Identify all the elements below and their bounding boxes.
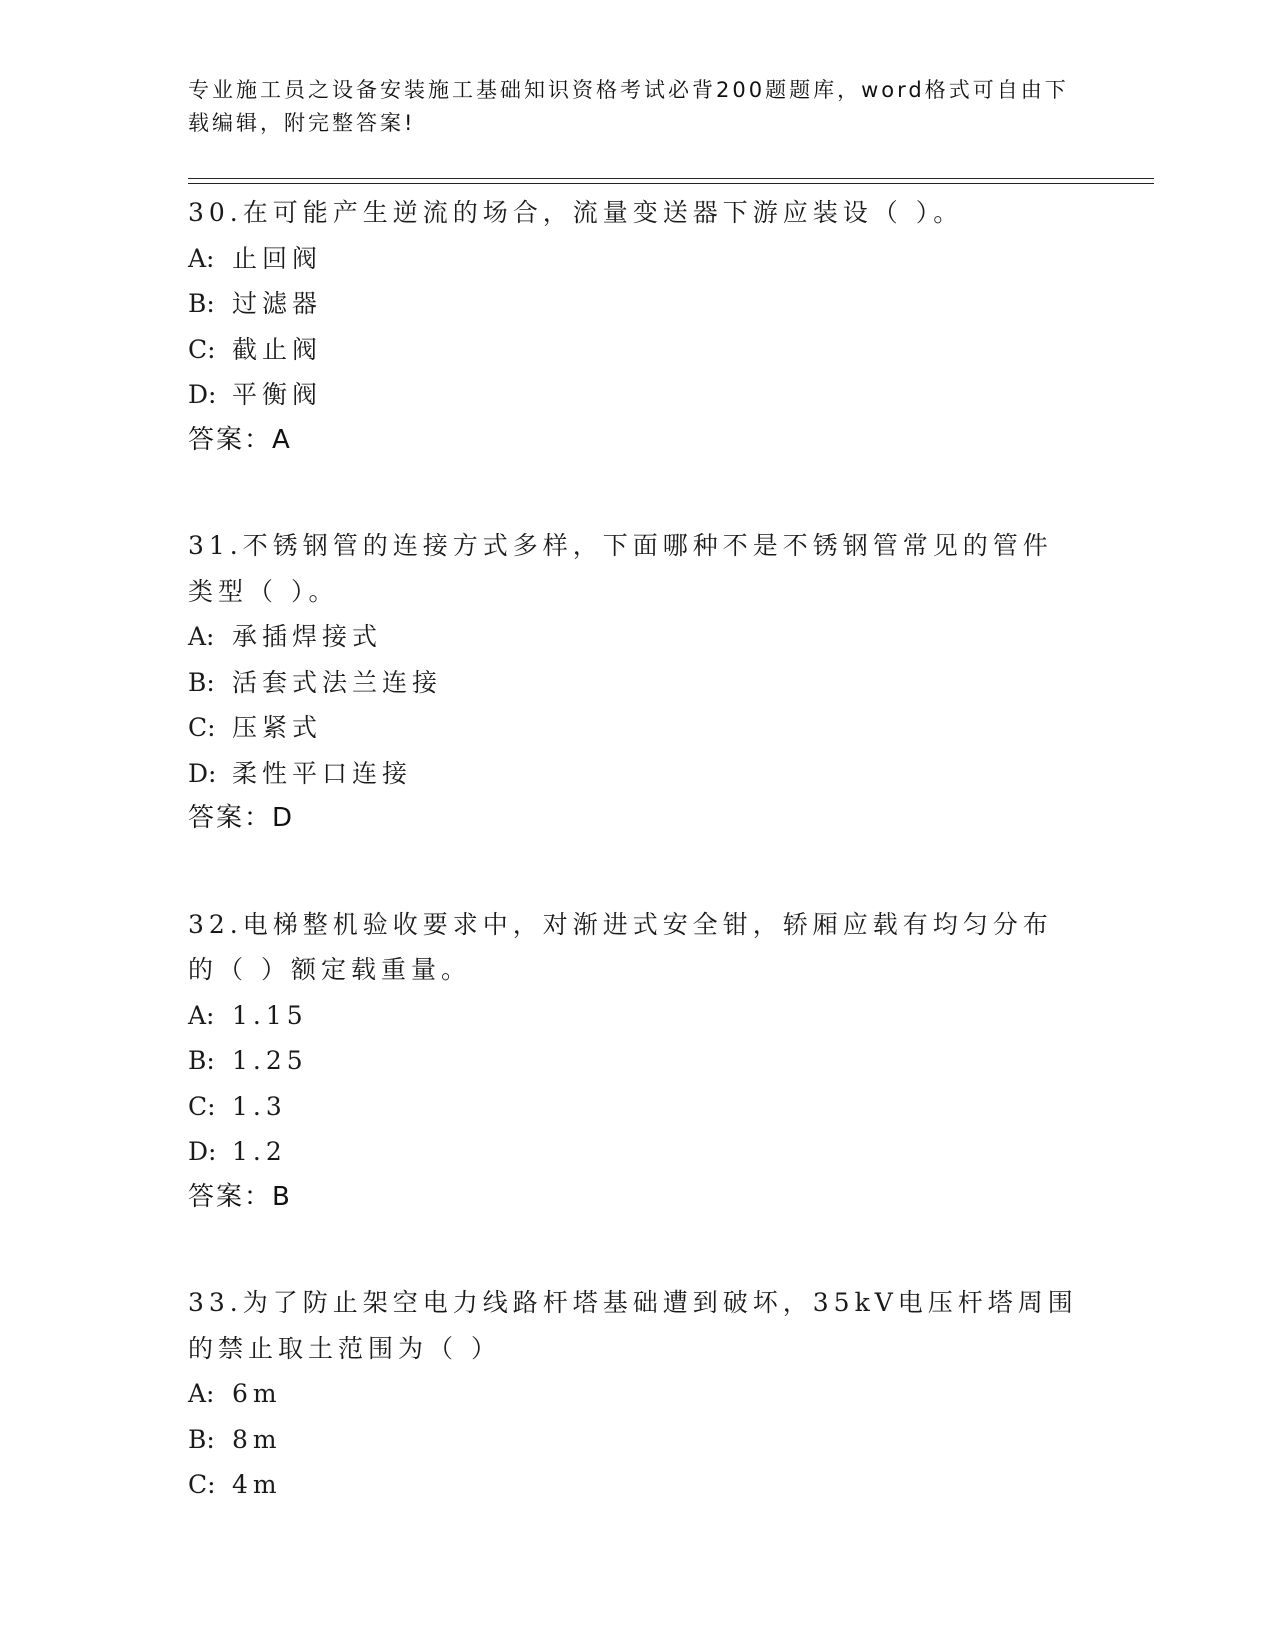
option-label: C:: [188, 1470, 216, 1499]
question-list: [188, 190, 1088, 1568]
option-d: [188, 372, 1088, 418]
option-label: A:: [188, 1000, 215, 1030]
option-text: 1.2: [232, 1137, 287, 1166]
option-text: 1.15: [232, 1000, 308, 1030]
option-text: 活套式法兰连接: [232, 667, 443, 697]
question-31: [188, 523, 1088, 842]
option-text: 柔性平口连接: [232, 758, 413, 788]
answer-line: [188, 796, 1088, 842]
option-a: [188, 614, 1088, 660]
document-header: 专业施工员之设备安装施工基础知识资格考试必背200题题库，word格式可自由下载编辑，附完整答案!: [188, 78, 1069, 135]
option-label: C:: [188, 1091, 216, 1121]
answer-line: [188, 1175, 1088, 1221]
answer-line: [188, 418, 1088, 464]
option-text: 1.3: [232, 1091, 287, 1121]
answer-prefix: 答案：: [188, 1181, 273, 1212]
question-33: [188, 1280, 1088, 1508]
question-text: 31.不锈钢管的连接方式多样，下面哪种不是不锈钢管常见的管件类型（ ）。: [188, 531, 1053, 606]
answer-value: A: [272, 424, 292, 455]
option-label: B:: [188, 1424, 215, 1454]
option-a: [188, 236, 1088, 282]
option-text: 6m: [232, 1379, 282, 1408]
option-b: [188, 660, 1088, 706]
option-label: A:: [188, 243, 215, 273]
option-text: 4m: [232, 1470, 282, 1499]
option-c: [188, 1084, 1088, 1130]
option-label: A:: [188, 1379, 215, 1408]
option-text: 8m: [232, 1424, 282, 1454]
option-label: C:: [188, 713, 216, 742]
option-text: 截止阀: [232, 334, 323, 364]
option-label: D:: [188, 380, 217, 409]
option-label: B:: [188, 1046, 215, 1075]
option-text: 承插焊接式: [232, 622, 383, 651]
question-text: 30.在可能产生逆流的场合，流量变送器下游应装设（ ）。: [188, 198, 964, 227]
option-b: [188, 1038, 1088, 1084]
answer-prefix: 答案：: [188, 424, 273, 455]
option-a: [188, 1371, 1088, 1417]
option-c: [188, 1462, 1088, 1508]
answer-prefix: 答案：: [188, 803, 273, 833]
answer-value: D: [272, 803, 295, 833]
question-30: [188, 190, 1088, 463]
answer-value: B: [272, 1181, 292, 1212]
option-text: 平衡阀: [232, 380, 323, 409]
option-b: [188, 1417, 1088, 1463]
option-b: [188, 281, 1088, 327]
option-label: C:: [188, 334, 216, 364]
option-text: 压紧式: [232, 713, 323, 742]
header-divider-top: [188, 178, 1154, 179]
option-a: [188, 993, 1088, 1039]
option-d: [188, 1129, 1088, 1175]
option-label: D:: [188, 1137, 217, 1166]
option-c: [188, 327, 1088, 373]
option-text: 过滤器: [232, 289, 323, 318]
option-label: D:: [188, 758, 217, 788]
header-divider-bottom: [188, 183, 1154, 184]
option-text: 止回阀: [232, 243, 323, 273]
option-label: B:: [188, 289, 215, 318]
option-c: [188, 705, 1088, 751]
option-label: B:: [188, 667, 215, 697]
question-text: 32.电梯整机验收要求中，对渐进式安全钳，轿厢应载有均匀分布的（ ）额定载重量。: [188, 909, 1053, 984]
option-label: A:: [188, 622, 215, 651]
question-text: 33.为了防止架空电力线路杆塔基础遭到破坏，35kV电压杆塔周围的禁止取土范围为（ ）: [188, 1288, 1078, 1363]
option-d: [188, 751, 1088, 797]
question-32: [188, 902, 1088, 1221]
option-text: 1.25: [232, 1046, 308, 1075]
